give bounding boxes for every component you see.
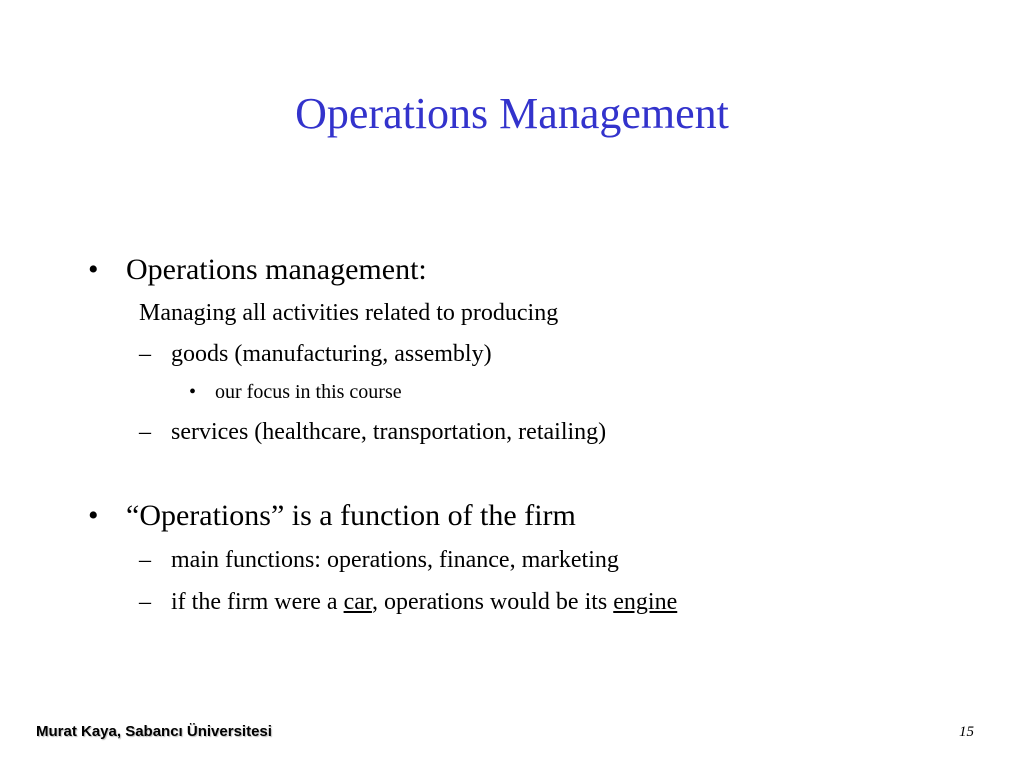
dash-marker: – xyxy=(139,589,151,615)
dash-marker: – xyxy=(139,419,151,445)
bullet-operations-management: Operations management: xyxy=(126,253,427,286)
sub-bullet-goods: goods (manufacturing, assembly) xyxy=(171,341,492,367)
engine-word: engine xyxy=(613,589,678,615)
car-engine-prefix: if the firm were a xyxy=(171,589,344,615)
bullet-marker: • xyxy=(88,499,99,532)
sub-sub-bullet-focus: our focus in this course xyxy=(215,381,402,403)
sub-bullet-car-engine xyxy=(171,587,677,617)
dash-marker: – xyxy=(139,341,151,367)
car-engine-middle: , operations would be its xyxy=(371,589,614,615)
car-word: car xyxy=(343,589,372,615)
definition-text: Managing all activities related to producing xyxy=(139,300,559,326)
page-number: 15 xyxy=(959,724,974,740)
slide-title: Operations Management xyxy=(295,89,729,138)
sub-sub-bullet-marker: • xyxy=(189,381,197,403)
sub-bullet-main-functions: main functions: operations, finance, marketing xyxy=(171,547,619,573)
bullet-marker: • xyxy=(88,253,99,286)
dash-marker: – xyxy=(139,547,151,573)
bullet-operations-function: “Operations” is a function of the firm xyxy=(126,499,576,532)
sub-bullet-services: services (healthcare, transportation, retailing) xyxy=(171,419,607,445)
footer-author: Murat Kaya, Sabancı Üniversitesi xyxy=(36,723,272,740)
